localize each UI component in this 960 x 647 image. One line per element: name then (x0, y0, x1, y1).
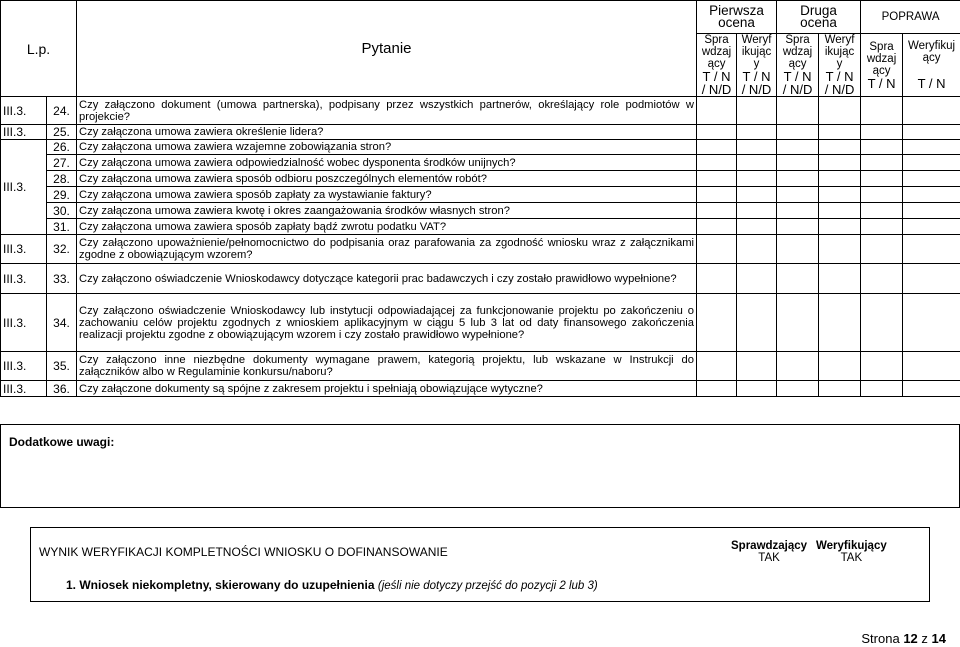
result-item-note: (jeśli nie dotyczy przejść do pozycji 2 lub 3) (377, 580, 598, 592)
answer-cell-checker-2[interactable] (777, 264, 819, 294)
table-row (1, 187, 960, 203)
answer-cell-verifier-3[interactable] (903, 125, 960, 140)
row-section: III.3. (1, 140, 47, 235)
answer-cell-checker-3[interactable] (861, 187, 903, 203)
answer-cell-checker-2[interactable] (777, 97, 819, 125)
answer-cell-verifier-3[interactable] (903, 352, 960, 381)
row-question: Czy załączono upoważnienie/pełnomocnictwo do podpisania oraz parafowania za zgodność wniosku wraz z załącznikami zgodne z obowiązującym wzorem? (77, 235, 697, 264)
row-question: Czy załączona umowa zawiera sposób zapłaty za wystawianie faktury? (77, 187, 697, 203)
row-number: 32. (47, 235, 77, 264)
answer-cell-verifier-2[interactable] (819, 155, 861, 171)
table-row (1, 352, 960, 381)
answer-cell-checker-1[interactable] (697, 97, 737, 125)
row-question: Czy załączona umowa zawiera odpowiedzialność wobec dysponenta środków unijnych? (77, 155, 697, 171)
answer-cell-verifier-3[interactable] (903, 235, 960, 264)
answer-cell-verifier-3[interactable] (903, 219, 960, 235)
answer-cell-verifier-1[interactable] (737, 155, 777, 171)
header-col-checker-3: Spra wdzaj ący T / N (861, 34, 903, 97)
table-row (1, 171, 960, 187)
answer-cell-checker-1[interactable] (697, 264, 737, 294)
answer-cell-checker-3[interactable] (861, 235, 903, 264)
answer-cell-verifier-2[interactable] (819, 97, 861, 125)
answer-cell-checker-2[interactable] (777, 203, 819, 219)
header-lp: L.p. (1, 1, 77, 97)
header-row-1 (1, 1, 960, 34)
row-number: 34. (47, 294, 77, 352)
answer-cell-verifier-1[interactable] (737, 352, 777, 381)
result-verifier-column (816, 540, 887, 564)
row-number: 31. (47, 219, 77, 235)
page-number: Strona 12 z 14 (861, 631, 946, 646)
row-question: Czy załączona umowa zawiera określenie lidera? (77, 125, 697, 140)
answer-cell-checker-3[interactable] (861, 381, 903, 397)
answer-cell-checker-1[interactable] (697, 294, 737, 352)
row-number: 28. (47, 171, 77, 187)
answer-cell-checker-3[interactable] (861, 203, 903, 219)
answer-cell-verifier-2[interactable] (819, 219, 861, 235)
answer-cell-checker-3[interactable] (861, 219, 903, 235)
answer-cell-checker-3[interactable] (861, 352, 903, 381)
header-col-verifier-3: Weryfikuj ący T / N (903, 34, 960, 97)
answer-cell-verifier-2[interactable] (819, 381, 861, 397)
table-row (1, 140, 960, 155)
answer-cell-verifier-2[interactable] (819, 203, 861, 219)
answer-cell-verifier-1[interactable] (737, 381, 777, 397)
row-question: Czy załączona umowa zawiera kwotę i okres zaangażowania środków własnych stron? (77, 203, 697, 219)
answer-cell-verifier-1[interactable] (737, 140, 777, 155)
table-row (1, 219, 960, 235)
answer-cell-verifier-3[interactable] (903, 97, 960, 125)
row-question: Czy załączono inne niezbędne dokumenty wymagane prawem, kategorią projektu, lub wskazane w Instrukcji do załączników albo w Regulaminie konkursu/naboru? (77, 352, 697, 381)
row-number: 29. (47, 187, 77, 203)
header-col-verifier-2: Weryf ikując y T / N / N/D (819, 34, 861, 97)
answer-cell-verifier-1[interactable] (737, 219, 777, 235)
table-row (1, 264, 960, 294)
answer-cell-checker-3[interactable] (861, 140, 903, 155)
answer-cell-verifier-3[interactable] (903, 187, 960, 203)
answer-cell-checker-3[interactable] (861, 294, 903, 352)
row-number: 27. (47, 155, 77, 171)
row-number: 36. (47, 381, 77, 397)
header-question: Pytanie (77, 1, 697, 97)
answer-cell-verifier-1[interactable] (737, 97, 777, 125)
answer-cell-checker-1[interactable] (697, 352, 737, 381)
answer-cell-checker-1[interactable] (697, 125, 737, 140)
answer-cell-checker-1[interactable] (697, 140, 737, 155)
row-number: 35. (47, 352, 77, 381)
row-section: III.3. (1, 352, 47, 381)
answer-cell-verifier-2[interactable] (819, 171, 861, 187)
header-second-assessment: Druga ocena (777, 1, 861, 34)
result-verifier-header: Weryfikujący (816, 540, 887, 552)
answer-cell-verifier-2[interactable] (819, 264, 861, 294)
row-section: III.3. (1, 381, 47, 397)
header-first-assessment: Pierwsza ocena (697, 1, 777, 34)
table-row (1, 294, 960, 352)
answer-cell-verifier-3[interactable] (903, 264, 960, 294)
row-section: III.3. (1, 264, 47, 294)
answer-cell-verifier-2[interactable] (819, 352, 861, 381)
answer-cell-verifier-2[interactable] (819, 294, 861, 352)
answer-cell-checker-1[interactable] (697, 219, 737, 235)
row-number: 25. (47, 125, 77, 140)
answer-cell-verifier-3[interactable] (903, 140, 960, 155)
result-item-label: 1. Wniosek niekompletny, skierowany do uzupełnienia (66, 578, 375, 592)
answer-cell-verifier-2[interactable] (819, 140, 861, 155)
answer-cell-verifier-1[interactable] (737, 171, 777, 187)
answer-cell-checker-1[interactable] (697, 171, 737, 187)
row-question: Czy załączono oświadczenie Wnioskodawcy lub instytucji odpowiadającej za funkcjonowanie projektu po zakończeniu o zachowaniu celów projektu zgodnych z wnioskiem aplikacyjnym w ciągu 5 lub 3 lat od daty finansowego zakończenia realizacji projektu zgodne z obowiązującym wzorem i czy zostało prawidłowo wypełnione? (77, 294, 697, 352)
row-question: Czy załączone dokumenty są spójne z zakresem projektu i spełniają obowiązujące wytyczne? (77, 381, 697, 397)
table-row (1, 381, 960, 397)
answer-cell-checker-2[interactable] (777, 219, 819, 235)
answer-cell-verifier-3[interactable] (903, 171, 960, 187)
result-title: WYNIK WERYFIKACJI KOMPLETNOŚCI WNIOSKU O DOFINANSOWANIE (39, 545, 448, 559)
row-section: III.3. (1, 125, 47, 140)
answer-cell-checker-1[interactable] (697, 187, 737, 203)
answer-cell-checker-2[interactable] (777, 381, 819, 397)
answer-cell-verifier-1[interactable] (737, 235, 777, 264)
answer-cell-verifier-2[interactable] (819, 235, 861, 264)
row-section: III.3. (1, 235, 47, 264)
row-question: Czy załączono dokument (umowa partnerska), podpisany przez wszystkich partnerów, określający role podmiotów w projekcie? (77, 97, 697, 125)
remarks-box[interactable] (0, 424, 960, 508)
result-checker-header: Sprawdzający (731, 540, 808, 552)
result-verifier-value[interactable]: TAK (840, 552, 863, 564)
answer-cell-checker-3[interactable] (861, 97, 903, 125)
row-number: 30. (47, 203, 77, 219)
answer-cell-verifier-3[interactable] (903, 294, 960, 352)
remarks-label: Dodatkowe uwagi: (9, 435, 115, 449)
answer-cell-verifier-3[interactable] (903, 155, 960, 171)
answer-cell-checker-1[interactable] (697, 203, 737, 219)
answer-cell-checker-2[interactable] (777, 235, 819, 264)
answer-cell-verifier-1[interactable] (737, 294, 777, 352)
row-section: III.3. (1, 97, 47, 125)
header-col-checker-2: Spra wdzaj ący T / N / N/D (777, 34, 819, 97)
answer-cell-verifier-1[interactable] (737, 187, 777, 203)
answer-cell-checker-2[interactable] (777, 352, 819, 381)
answer-cell-checker-1[interactable] (697, 381, 737, 397)
answer-cell-checker-2[interactable] (777, 171, 819, 187)
answer-cell-checker-2[interactable] (777, 187, 819, 203)
table-row (1, 125, 960, 140)
row-question: Czy załączona umowa zawiera sposób odbioru poszczególnych elementów robót? (77, 171, 697, 187)
answer-cell-verifier-3[interactable] (903, 203, 960, 219)
row-question: Czy załączona umowa zawiera wzajemne zobowiązania stron? (77, 140, 697, 155)
table-row (1, 97, 960, 125)
answer-cell-checker-2[interactable] (777, 155, 819, 171)
row-section: III.3. (1, 294, 47, 352)
answer-cell-checker-1[interactable] (697, 235, 737, 264)
answer-cell-verifier-1[interactable] (737, 125, 777, 140)
table-row (1, 235, 960, 264)
answer-cell-verifier-2[interactable] (819, 125, 861, 140)
answer-cell-checker-2[interactable] (777, 294, 819, 352)
result-checker-column (731, 540, 807, 564)
table-row (1, 155, 960, 171)
answer-cell-checker-2[interactable] (777, 140, 819, 155)
answer-cell-checker-2[interactable] (777, 125, 819, 140)
verification-result-box (30, 527, 930, 602)
row-number: 33. (47, 264, 77, 294)
row-number: 24. (47, 97, 77, 125)
table-row (1, 203, 960, 219)
row-question: Czy załączona umowa zawiera sposób zapłaty bądź zwrotu podatku VAT? (77, 219, 697, 235)
answer-cell-verifier-1[interactable] (737, 203, 777, 219)
answer-cell-checker-3[interactable] (861, 264, 903, 294)
answer-cell-verifier-3[interactable] (903, 381, 960, 397)
answer-cell-checker-3[interactable] (861, 155, 903, 171)
result-item-1 (66, 578, 598, 592)
row-number: 26. (47, 140, 77, 155)
header-col-verifier-1: Weryf ikując y T / N / N/D (737, 34, 777, 97)
answer-cell-checker-1[interactable] (697, 155, 737, 171)
answer-cell-checker-3[interactable] (861, 125, 903, 140)
answer-cell-verifier-2[interactable] (819, 187, 861, 203)
header-col-checker-1: Spra wdzaj ący T / N / N/D (697, 34, 737, 97)
result-checker-value[interactable]: TAK (758, 552, 780, 564)
answer-cell-verifier-1[interactable] (737, 264, 777, 294)
header-correction: POPRAWA (861, 1, 960, 34)
row-question: Czy załączono oświadczenie Wnioskodawcy dotyczące kategorii prac badawczych i czy zostało prawidłowo wypełnione? (77, 264, 697, 294)
answer-cell-checker-3[interactable] (861, 171, 903, 187)
